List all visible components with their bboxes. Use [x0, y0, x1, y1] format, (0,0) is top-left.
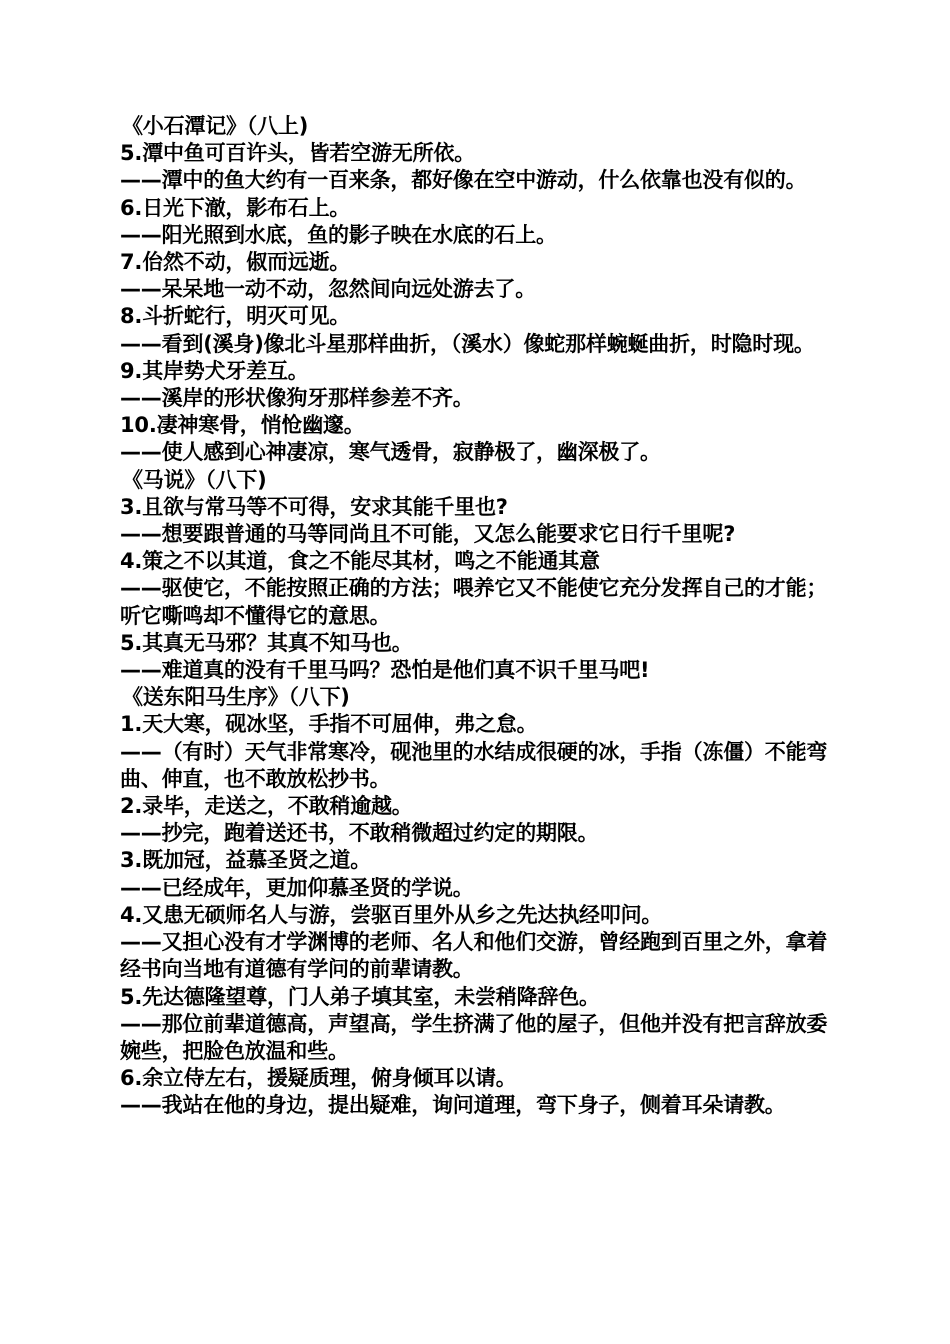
section-title: 《马说》（八下)	[122, 467, 267, 492]
translation-sentence: ——驱使它，不能按照正确的方法；喂养它又不能使它充分发挥自己的才能；听它嘶鸣却不懂得它的意思。	[120, 576, 828, 628]
translation-sentence: ——我站在他的身边，提出疑难，询问道理，弯下身子，侧着耳朵请教。	[120, 1093, 786, 1118]
translation-sentence: ——溪岸的形状像狗牙那样参差不齐。	[120, 386, 474, 411]
original-sentence: 4.策之不以其道，食之不能尽其材，鸣之不能通其意	[120, 549, 600, 574]
section-songdongyangmashengxu	[116, 684, 836, 1119]
original-sentence: 9.其岸势犬牙差互。	[120, 358, 309, 383]
original-sentence: 5.先达德隆望尊，门人弟子填其室，未尝稍降辞色。	[120, 984, 600, 1009]
original-sentence: 4.又患无硕师名人与游，尝驱百里外从乡之先达执经叩问。	[120, 902, 663, 927]
translation-sentence: ——使人感到心神凄凉，寒气透骨，寂静极了，幽深极了。	[120, 440, 661, 465]
original-sentence: 1.天大寒，砚冰坚，手指不可屈伸，弗之怠。	[120, 712, 538, 737]
original-sentence: 7.佁然不动，俶而远逝。	[120, 250, 351, 275]
translation-sentence: ——难道真的没有千里马吗？恐怕是他们真不识千里马吧!	[120, 658, 650, 683]
original-sentence: 6.日光下澈，影布石上。	[120, 195, 351, 220]
section-title: 《小石潭记》（八上)	[122, 114, 309, 138]
translation-sentence: ——呆呆地一动不动，忽然间向远处游去了。	[120, 277, 536, 302]
translation-sentence: ——想要跟普通的马等同尚且不可能，又怎么能要求它日行千里呢?	[120, 522, 736, 547]
translation-sentence: ——潭中的鱼大约有一百来条，都好像在空中游动，什么依靠也没有似的。	[120, 168, 807, 193]
section-xiaoshitanji	[116, 113, 836, 467]
translation-sentence: ——看到(溪身)像北斗星那样曲折，（溪水）像蛇那样蜿蜒曲折，时隐时现。	[120, 331, 815, 356]
document-page	[116, 113, 836, 1120]
section-title: 《送东阳马生序》（八下)	[122, 685, 350, 710]
original-sentence: 3.且欲与常马等不可得，安求其能千里也?	[120, 494, 508, 519]
original-sentence: 3.既加冠，益慕圣贤之道。	[120, 848, 371, 873]
original-sentence: 5.其真无马邪？其真不知马也。	[120, 630, 413, 655]
original-sentence: 5.潭中鱼可百许头，皆若空游无所依。	[120, 141, 475, 166]
translation-sentence: ——抄完，跑着送还书，不敢稍微超过约定的期限。	[120, 821, 599, 846]
original-sentence: 10.凄神寒骨，悄怆幽邃。	[120, 413, 365, 438]
original-sentence: 6.余立侍左右，援疑质理，俯身倾耳以请。	[120, 1066, 517, 1091]
translation-sentence: ——那位前辈道德高，声望高，学生挤满了他的屋子，但他并没有把言辞放委婉些，把脸色放温和些。	[120, 1011, 828, 1063]
translation-sentence: ——阳光照到水底，鱼的影子映在水底的石上。	[120, 222, 557, 247]
translation-sentence: ——又担心没有才学渊博的老师、名人和他们交游，曾经跑到百里之外，拿着经书向当地有道德有学问的前辈请教。	[120, 930, 828, 982]
original-sentence: 2.录毕，走送之，不敢稍逾越。	[120, 794, 413, 819]
translation-sentence: ——已经成年，更加仰慕圣贤的学说。	[120, 875, 474, 900]
original-sentence: 8.斗折蛇行，明灭可见。	[120, 304, 351, 329]
translation-sentence: ——（有时）天气非常寒冷，砚池里的水结成很硬的冰，手指（冻僵）不能弯曲、伸直，也不敢放松抄书。	[120, 739, 828, 791]
section-mashuo	[116, 467, 836, 685]
